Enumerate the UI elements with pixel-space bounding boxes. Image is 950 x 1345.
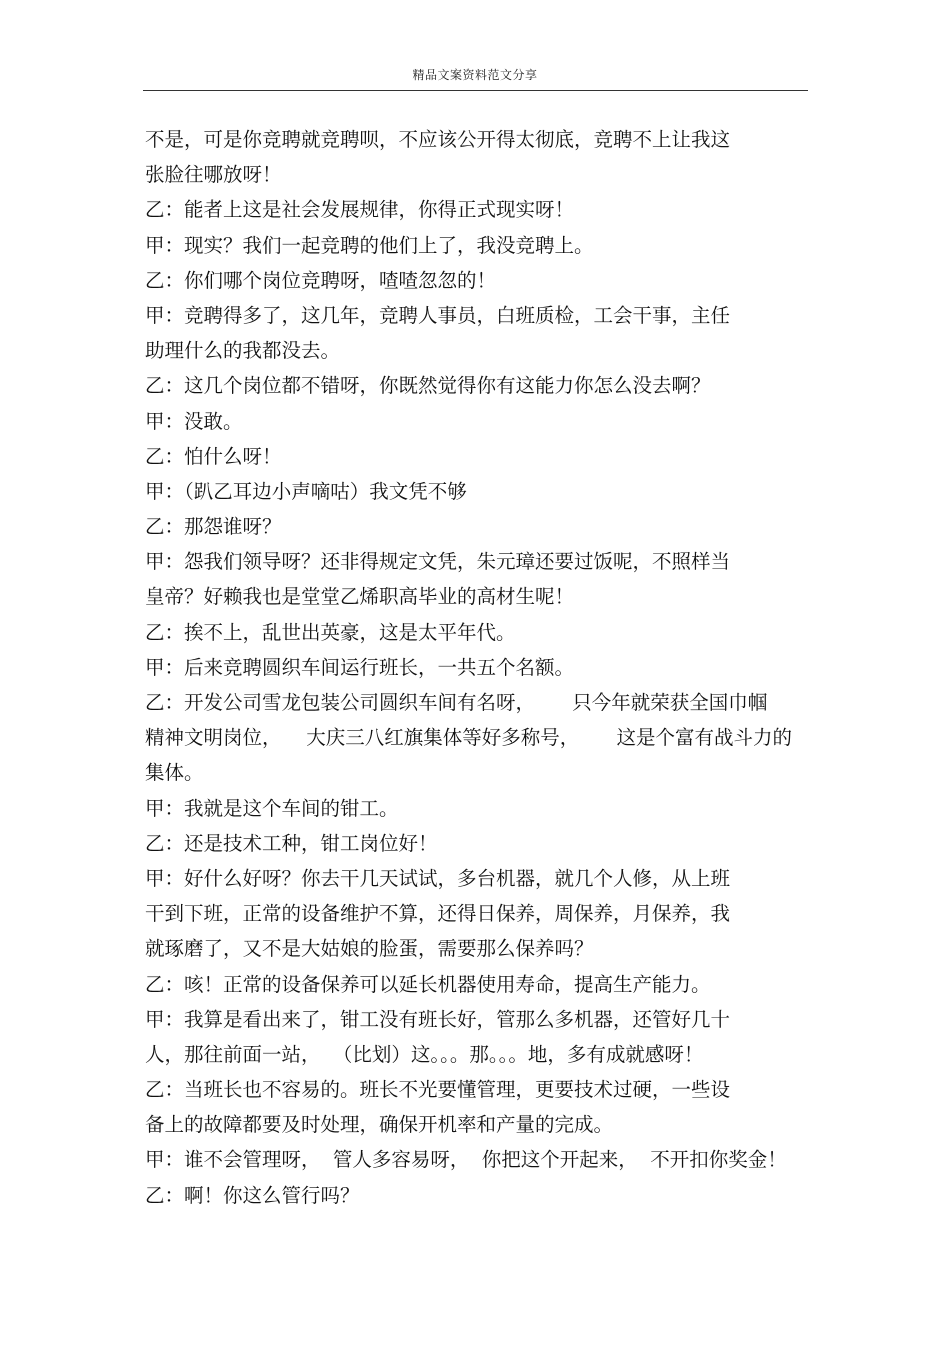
text-line: 乙：能者上这是社会发展规律，你得正式现实呀！ [145,198,575,222]
text-line: 张脸往哪放呀！ [145,163,282,187]
text-line: 乙：那怨谁呀？ [145,515,282,539]
header-divider [143,90,808,91]
text-line: 乙：当班长也不容易的。班长不光要懂管理，更要技术过硬，一些设 [145,1078,731,1102]
text-line: 精神文明岗位， 大庆三八红旗集体等好多称号， 这是个富有战斗力的 [145,726,792,750]
text-line: 乙：开发公司雪龙包装公司圆织车间有名呀， 只今年就荣获全国巾帼 [145,691,768,714]
dialogue-body [145,122,805,1213]
text-line: 乙：怕什么呀！ [145,444,282,468]
text-line: 集体。 [145,761,204,785]
text-line: 助理什么的我都没去。 [145,339,341,363]
text-line: 就琢磨了，又不是大姑娘的脸蛋，需要那么保养吗？ [145,937,594,961]
text-line: 甲：我算是看出来了，钳工没有班长好，管那么多机器，还管好几十 [145,1007,731,1031]
text-line: 甲：我就是这个车间的钳工。 [145,796,399,820]
text-line: 备上的故障都要及时处理，确保开机率和产量的完成。 [145,1113,614,1137]
page-header: 精品文案资料范文分享 [412,68,538,82]
text-line: 乙：你们哪个岗位竞聘呀，喳喳忽忽的！ [145,268,497,292]
text-line: 乙：还是技术工种，钳工岗位好！ [145,831,438,855]
text-line: 人，那往前面一站， （比划）这。。。那。。。地，多有成就感呀！ [145,1042,704,1066]
text-line: 甲：（趴乙耳边小声嘀咕）我文凭不够 [145,479,467,503]
text-line: 乙：挨不上，乱世出英豪，这是太平年代。 [145,620,516,644]
text-line: 甲：竞聘得多了，这几年，竞聘人事员，白班质检，工会干事，主任 [145,303,731,327]
text-line: 甲：谁不会管理呀， 管人多容易呀， 你把这个开起来， 不开扣你奖金！ [145,1148,787,1172]
text-line: 乙：啊！你这么管行吗？ [145,1183,360,1207]
text-line: 乙：这几个岗位都不错呀，你既然觉得你有这能力你怎么没去啊？ [145,374,711,398]
text-line: 乙：咳！正常的设备保养可以延长机器使用寿命，提高生产能力。 [145,972,711,996]
text-line: 甲：怨我们领导呀？还非得规定文凭，朱元璋还要过饭呢，不照样当 [145,550,731,574]
text-line: 甲：没敢。 [145,409,243,433]
text-line: 甲：现实？我们一起竞聘的他们上了，我没竞聘上。 [145,233,594,257]
text-line: 甲：好什么好呀？你去干几天试试，多台机器，就几个人修，从上班 [145,866,731,890]
text-line: 不是，可是你竞聘就竞聘呗，不应该公开得太彻底，竞聘不上让我这 [145,128,731,151]
text-line: 皇帝？好赖我也是堂堂乙烯职高毕业的高材生呢！ [145,585,575,609]
text-line: 甲：后来竞聘圆织车间运行班长，一共五个名额。 [145,655,575,679]
text-line: 干到下班，正常的设备维护不算，还得日保养，周保养，月保养，我 [145,902,731,926]
